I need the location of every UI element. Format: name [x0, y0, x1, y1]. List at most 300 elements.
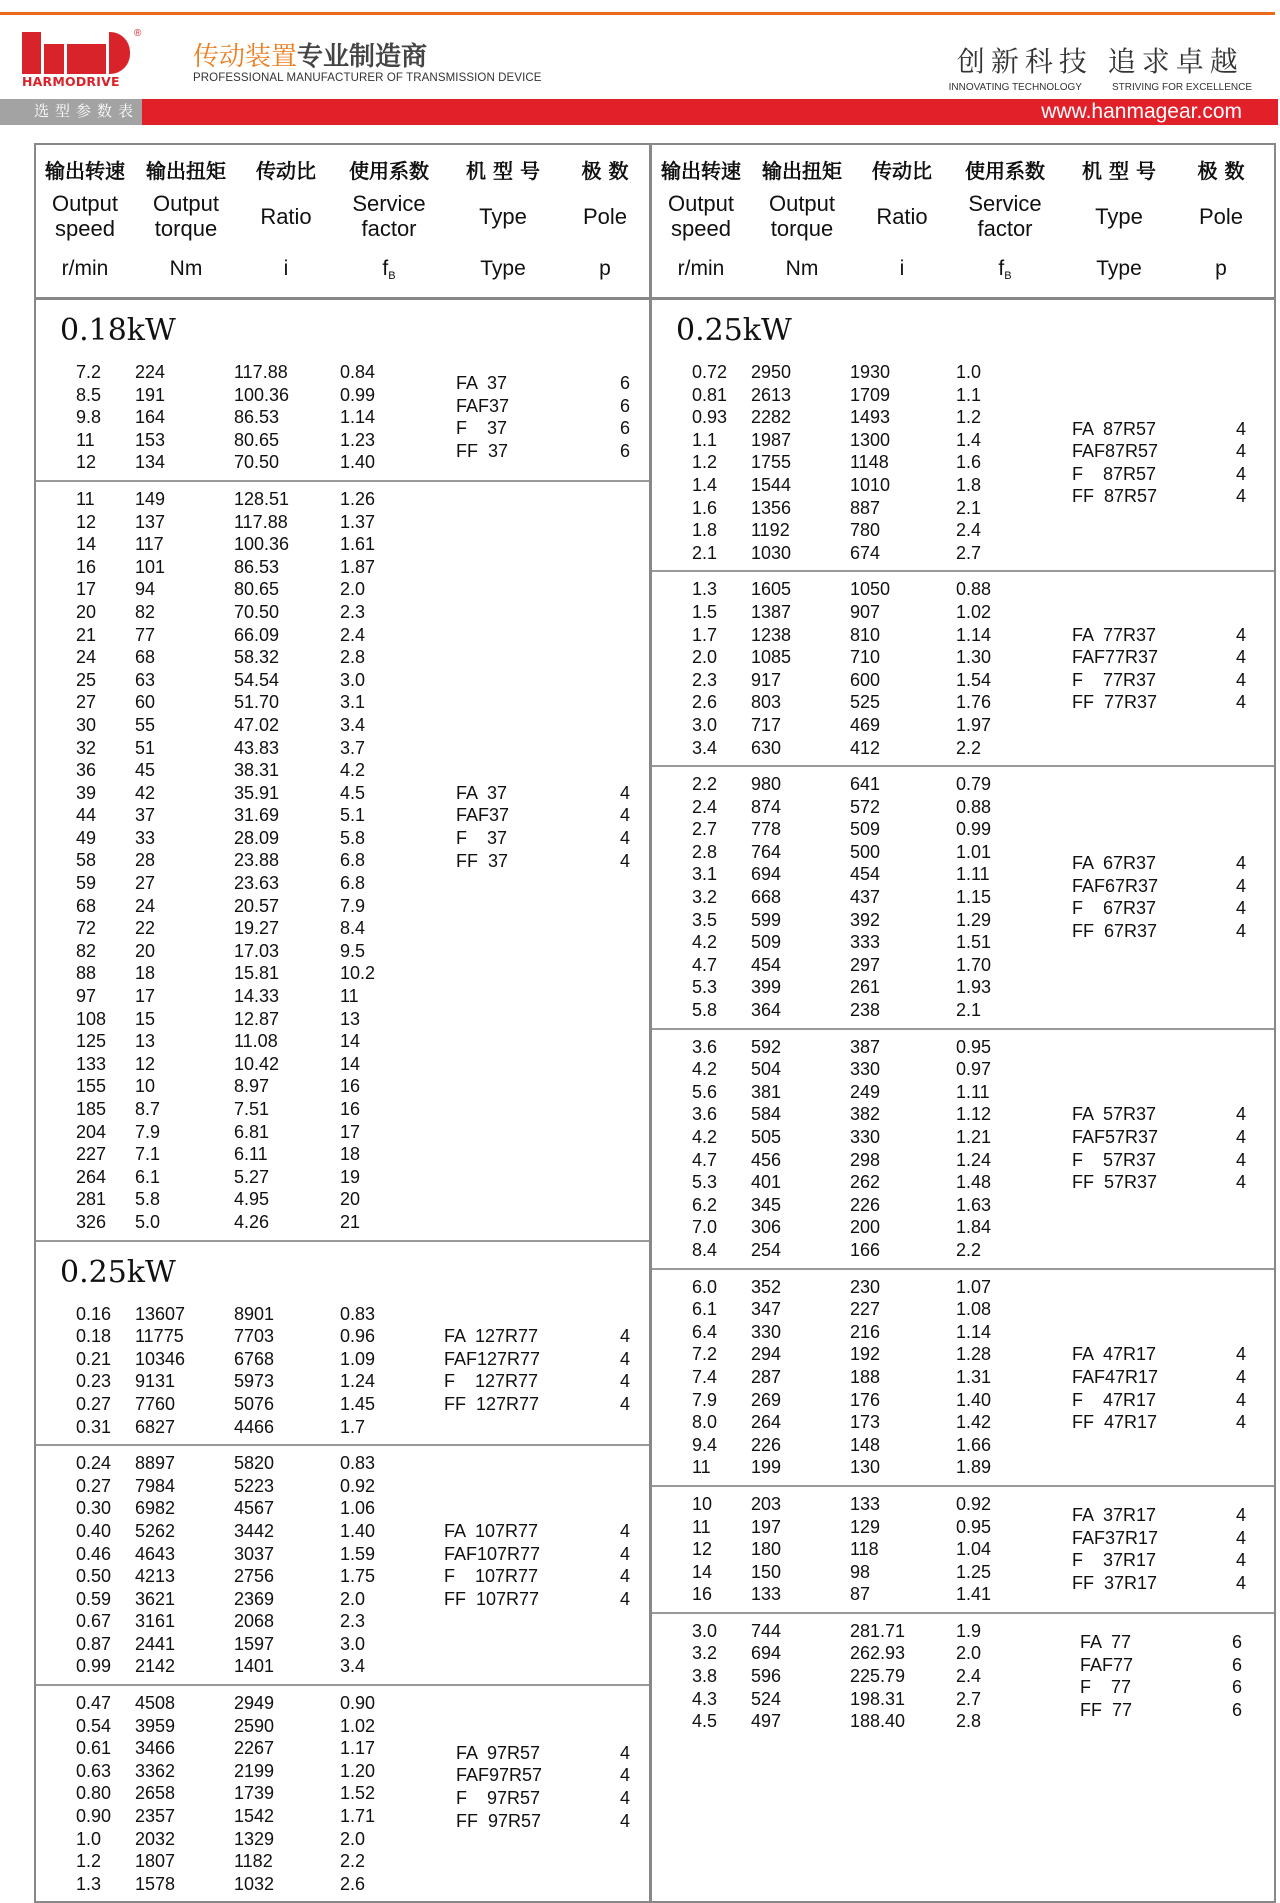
service-factor: 2.0 [956, 1643, 982, 1664]
header-label: 输出转速 [45, 159, 125, 183]
header-cn-2 [854, 155, 950, 184]
output-speed: 82 [76, 940, 97, 961]
output-speed: 97 [76, 986, 97, 1007]
service-factor: 2.6 [340, 1873, 366, 1894]
ratio: 1709 [850, 384, 891, 405]
brand-name: HARMODRIVE [22, 74, 120, 89]
output-torque: 592 [751, 1036, 782, 1057]
header-label: Type [479, 203, 527, 229]
ratio: 176 [850, 1389, 881, 1410]
header-cn-3 [334, 155, 444, 184]
output-torque: 20 [135, 940, 156, 961]
service-factor: 1.7 [340, 1416, 366, 1437]
header-label: Type [480, 257, 526, 280]
service-factor: 2.1 [956, 497, 982, 518]
header-label: Ratio [260, 203, 312, 229]
header-cn-2 [238, 155, 334, 184]
output-torque: 1387 [751, 601, 792, 622]
output-torque: 294 [751, 1344, 782, 1365]
output-torque: 24 [135, 895, 156, 916]
ratio: 51.70 [234, 692, 280, 713]
service-factor: 0.96 [340, 1326, 376, 1347]
pole-count: 6 [619, 418, 630, 439]
table-row [36, 1850, 649, 1873]
type-code: FF 77R37 [1072, 692, 1158, 713]
type-code: F 37 [456, 418, 508, 439]
ratio: 5973 [234, 1371, 275, 1392]
service-factor: 13 [340, 1008, 361, 1029]
header-label: 传动比 [256, 159, 316, 183]
type-code: FAF57R37 [1072, 1127, 1159, 1148]
ratio: 572 [850, 796, 881, 817]
ratio: 6.81 [234, 1121, 270, 1142]
service-factor: 8.4 [340, 918, 366, 939]
type-code: FF 97R57 [456, 1810, 542, 1831]
output-speed: 0.59 [76, 1588, 112, 1609]
header-bar [0, 99, 1278, 125]
ratio: 133 [850, 1493, 881, 1514]
pole-count: 4 [1235, 875, 1246, 896]
type-entry [1072, 669, 1246, 692]
table-row [36, 1075, 649, 1098]
service-factor: 1.24 [340, 1371, 376, 1392]
output-speed: 1.7 [692, 624, 718, 645]
pole-count: 4 [1235, 418, 1246, 439]
output-speed: 2.1 [692, 542, 718, 563]
output-speed: 1.4 [692, 474, 718, 495]
power-section [36, 313, 649, 1242]
output-torque: 2282 [751, 407, 792, 428]
ratio: 3037 [234, 1543, 275, 1564]
header-units-4 [444, 257, 562, 282]
header-label: f [382, 257, 389, 280]
ratio: 6768 [234, 1348, 275, 1369]
output-speed: 7.2 [692, 1344, 718, 1365]
ratio: 188.40 [850, 1711, 906, 1732]
output-torque: 68 [135, 647, 156, 668]
service-factor: 1.48 [956, 1172, 992, 1193]
ratio: 200 [850, 1217, 881, 1238]
type-code: F 107R77 [444, 1566, 539, 1587]
output-torque: 33 [135, 827, 156, 848]
pole-count: 4 [1235, 441, 1246, 462]
motor-group [652, 572, 1274, 767]
ratio: 1329 [234, 1828, 275, 1849]
service-factor: 14 [340, 1031, 361, 1052]
service-factor: 2.0 [340, 1588, 366, 1609]
ratio: 130 [850, 1457, 881, 1478]
type-entry [444, 1393, 630, 1416]
type-code: FA 37 [456, 782, 508, 803]
service-factor: 1.41 [956, 1584, 992, 1605]
header-en-5 [562, 204, 648, 229]
pole-count: 4 [1235, 1127, 1246, 1148]
ratio: 31.69 [234, 805, 280, 826]
output-torque: 203 [751, 1493, 782, 1514]
output-torque: 12 [135, 1053, 156, 1074]
output-speed: 0.21 [76, 1348, 112, 1369]
service-factor: 0.99 [956, 819, 992, 840]
service-factor: 1.51 [956, 932, 992, 953]
service-factor: 1.40 [956, 1389, 992, 1410]
table-row [36, 1873, 649, 1896]
output-speed: 1.0 [76, 1828, 102, 1849]
output-speed: 2.0 [692, 647, 718, 668]
output-torque: 22 [135, 918, 156, 939]
service-factor: 1.14 [956, 624, 992, 645]
ratio: 19.27 [234, 918, 280, 939]
header-en-1 [134, 191, 238, 241]
header-label: p [599, 257, 611, 280]
type-code: FA 77 [1080, 1632, 1132, 1653]
table-row [36, 917, 649, 940]
type-entry [1072, 1572, 1246, 1595]
output-torque: 2950 [751, 362, 792, 382]
type-list [444, 1520, 630, 1610]
type-entry [1072, 920, 1246, 943]
type-code: FAF97R57 [456, 1765, 543, 1786]
header-units-4 [1060, 257, 1178, 282]
output-torque: 504 [751, 1059, 782, 1080]
output-torque: 191 [135, 384, 166, 405]
output-torque: 42 [135, 782, 156, 803]
type-code: F 67R37 [1072, 898, 1157, 919]
header-cn-3 [950, 155, 1060, 184]
ratio: 188 [850, 1366, 881, 1387]
slogan-main: 专业制造商 [297, 42, 428, 72]
output-torque: 5.8 [135, 1189, 161, 1210]
output-speed: 3.8 [692, 1666, 718, 1687]
output-torque: 134 [135, 452, 166, 473]
service-factor: 1.93 [956, 977, 992, 998]
output-torque: 744 [751, 1620, 782, 1641]
output-torque: 82 [135, 601, 156, 622]
output-torque: 8897 [135, 1453, 176, 1474]
service-factor: 19 [340, 1166, 361, 1187]
output-torque: 6982 [135, 1498, 176, 1519]
brand-logo [22, 28, 142, 90]
top-accent-line [0, 12, 1275, 15]
ratio: 128.51 [234, 488, 290, 509]
type-code: F 77R37 [1072, 669, 1157, 690]
pole-count: 4 [619, 1393, 630, 1414]
table-row [36, 511, 649, 534]
pole-count: 4 [1235, 1389, 1246, 1410]
table-row [36, 669, 649, 692]
output-speed: 3.6 [692, 1036, 718, 1057]
output-speed: 204 [76, 1121, 107, 1142]
output-torque: 13 [135, 1031, 156, 1052]
ratio: 86.53 [234, 556, 280, 577]
ratio: 35.91 [234, 782, 280, 803]
table-row [652, 818, 1274, 841]
table-row [36, 488, 649, 511]
service-factor: 1.23 [340, 429, 376, 450]
output-speed: 1.2 [692, 452, 718, 473]
output-speed: 0.31 [76, 1416, 112, 1437]
header-label: Output torque [768, 191, 836, 241]
header-units-2 [238, 257, 334, 282]
motor-group [36, 482, 649, 1240]
type-entry [1072, 624, 1246, 647]
ratio: 226 [850, 1194, 881, 1215]
type-entry [1072, 875, 1246, 898]
ratio: 261 [850, 977, 881, 998]
type-entry [456, 395, 630, 418]
output-torque: 694 [751, 864, 782, 885]
header-units-5 [562, 257, 648, 282]
output-speed: 4.5 [692, 1711, 718, 1732]
type-entry [1072, 1527, 1246, 1550]
output-torque: 55 [135, 714, 156, 735]
output-speed: 8.4 [692, 1239, 718, 1260]
service-factor: 2.4 [340, 624, 366, 645]
header-label: i [283, 257, 289, 280]
output-torque: 9131 [135, 1371, 176, 1392]
table-row [36, 1610, 649, 1633]
output-speed: 0.27 [76, 1393, 112, 1414]
table-row [36, 759, 649, 782]
output-torque: 60 [135, 692, 156, 713]
service-factor: 0.95 [956, 1036, 992, 1057]
service-factor: 0.92 [340, 1475, 376, 1496]
ratio: 262.93 [850, 1643, 906, 1664]
pole-count: 4 [619, 850, 630, 871]
pole-count: 4 [1235, 669, 1246, 690]
output-torque: 180 [751, 1539, 782, 1560]
header-label: Output speed [51, 191, 119, 241]
service-factor: 1.66 [956, 1434, 992, 1455]
ratio: 192 [850, 1344, 881, 1365]
type-entry [1072, 1504, 1246, 1527]
service-factor: 1.08 [956, 1299, 992, 1320]
type-entry [456, 827, 630, 850]
output-speed: 1.6 [692, 497, 718, 518]
type-entry [456, 782, 630, 805]
header-label: 传动比 [872, 159, 932, 183]
service-factor: 1.24 [956, 1149, 992, 1170]
service-factor: 2.0 [340, 579, 366, 600]
pole-count: 6 [619, 395, 630, 416]
output-speed: 8.0 [692, 1412, 718, 1433]
table-row [36, 1497, 649, 1520]
table-row [36, 985, 649, 1008]
output-torque: 6.1 [135, 1166, 161, 1187]
company-slogan-en: PROFESSIONAL MANUFACTURER OF TRANSMISSION DEVICE [193, 72, 542, 84]
output-speed: 1.5 [692, 601, 718, 622]
output-speed: 0.54 [76, 1715, 112, 1736]
type-code: FF 67R37 [1072, 920, 1158, 941]
service-factor: 1.40 [340, 452, 376, 473]
ratio: 2756 [234, 1566, 275, 1587]
table-row [36, 1715, 649, 1738]
ratio: 100.36 [234, 534, 290, 555]
table-row [36, 1030, 649, 1053]
type-code: FA 37 [456, 373, 508, 394]
table-row [652, 601, 1274, 624]
output-speed: 2.3 [692, 669, 718, 690]
table-row [36, 646, 649, 669]
pole-count: 6 [1231, 1699, 1242, 1720]
service-factor: 16 [340, 1099, 361, 1119]
ratio: 2369 [234, 1588, 275, 1609]
output-torque: 456 [751, 1149, 782, 1170]
ratio: 249 [850, 1081, 881, 1102]
service-factor: 1.01 [956, 841, 992, 862]
output-speed: 88 [76, 963, 97, 984]
output-torque: 1238 [751, 624, 792, 645]
ratio: 117.88 [234, 362, 288, 382]
ratio: 148 [850, 1434, 881, 1455]
header-units-3 [950, 257, 1060, 282]
output-speed: 32 [76, 737, 97, 758]
output-speed: 133 [76, 1053, 107, 1074]
type-entry [1080, 1676, 1242, 1699]
output-speed: 7.2 [76, 362, 102, 382]
output-speed: 3.5 [692, 909, 718, 930]
output-speed: 281 [76, 1189, 107, 1210]
pole-count: 6 [1231, 1677, 1242, 1698]
output-speed: 0.47 [76, 1693, 112, 1714]
ratio: 7.51 [234, 1099, 270, 1119]
output-speed: 0.30 [76, 1498, 112, 1519]
output-torque: 51 [135, 737, 156, 758]
type-code: F 87R57 [1072, 463, 1157, 484]
ratio: 382 [850, 1104, 881, 1125]
ratio: 6.11 [234, 1144, 268, 1165]
output-torque: 63 [135, 669, 156, 690]
service-factor: 0.95 [956, 1516, 992, 1537]
ratio: 47.02 [234, 714, 280, 735]
service-factor: 1.31 [956, 1366, 992, 1387]
service-factor: 3.4 [340, 714, 366, 735]
ratio: 1739 [234, 1783, 275, 1804]
output-torque: 524 [751, 1688, 782, 1709]
ratio: 20.57 [234, 895, 280, 916]
output-speed: 11 [692, 1516, 711, 1537]
output-speed: 9.8 [76, 407, 102, 428]
output-torque: 7984 [135, 1475, 176, 1496]
type-entry [444, 1543, 630, 1566]
service-factor: 3.0 [340, 1633, 366, 1654]
output-speed: 21 [76, 624, 97, 645]
output-torque: 3161 [135, 1611, 176, 1632]
service-factor: 1.0 [956, 362, 982, 382]
website-link[interactable]: www.hanmagear.com [1041, 100, 1242, 123]
pole-count: 4 [1235, 1527, 1246, 1548]
column-header [652, 145, 1274, 300]
output-torque: 2613 [751, 384, 792, 405]
output-speed: 12 [692, 1539, 713, 1560]
service-factor: 1.63 [956, 1194, 992, 1215]
output-torque: 1755 [751, 452, 792, 473]
service-factor: 1.21 [956, 1127, 992, 1147]
pole-count: 4 [1235, 463, 1246, 484]
table-row [652, 1434, 1274, 1457]
ratio: 8901 [234, 1303, 275, 1324]
output-speed: 0.81 [692, 384, 728, 405]
type-entry [1072, 440, 1246, 463]
ratio: 1542 [234, 1806, 275, 1827]
ratio: 333 [850, 932, 881, 953]
output-speed: 4.3 [692, 1688, 718, 1709]
service-factor: 1.97 [956, 714, 992, 735]
type-entry [1072, 897, 1246, 920]
output-speed: 7.0 [692, 1217, 718, 1238]
header-units-0 [652, 257, 750, 282]
pole-count: 4 [619, 827, 630, 848]
type-list [1072, 1504, 1246, 1594]
service-factor: 2.2 [340, 1851, 366, 1872]
output-torque: 6827 [135, 1416, 176, 1437]
output-torque: 1192 [751, 520, 790, 541]
output-torque: 584 [751, 1104, 782, 1125]
output-speed: 39 [76, 782, 97, 803]
output-speed: 0.16 [76, 1303, 112, 1324]
service-factor: 3.0 [340, 669, 366, 690]
table-row [652, 1058, 1274, 1081]
output-torque: 7760 [135, 1393, 176, 1414]
output-torque: 778 [751, 819, 782, 840]
ratio: 780 [850, 520, 881, 541]
motor-group [652, 1614, 1274, 1739]
type-code: F 77 [1080, 1677, 1132, 1698]
ratio: 7703 [234, 1326, 275, 1347]
type-code: FA 87R57 [1072, 418, 1157, 439]
table-row [36, 1188, 649, 1211]
output-torque: 2441 [135, 1633, 176, 1654]
table-row [652, 519, 1274, 542]
service-factor: 1.11 [956, 864, 990, 885]
service-factor: 21 [340, 1211, 361, 1232]
output-speed: 0.93 [692, 407, 728, 428]
table-row [36, 1121, 649, 1144]
output-speed: 59 [76, 873, 97, 894]
type-entry [1072, 1389, 1246, 1412]
type-code: FF 47R17 [1072, 1412, 1158, 1433]
output-speed: 24 [76, 647, 97, 668]
table-row [652, 976, 1274, 999]
ratio: 117.88 [234, 511, 288, 532]
motor-group [652, 1487, 1274, 1614]
pole-count: 4 [1235, 1344, 1246, 1365]
table-row [36, 1475, 649, 1498]
output-speed: 16 [692, 1584, 713, 1605]
output-torque: 5.0 [135, 1211, 161, 1232]
type-entry [1080, 1699, 1242, 1722]
type-code: FF 37 [456, 441, 509, 462]
output-speed: 68 [76, 895, 97, 916]
service-factor: 6.8 [340, 873, 366, 894]
service-factor: 0.83 [340, 1453, 376, 1474]
output-torque: 3621 [135, 1588, 176, 1609]
ratio: 392 [850, 909, 881, 930]
output-torque: 345 [751, 1194, 782, 1215]
pole-count: 4 [619, 1787, 630, 1808]
output-speed: 0.24 [76, 1453, 112, 1474]
output-speed: 0.27 [76, 1475, 112, 1496]
ratio: 70.50 [234, 601, 280, 622]
subscript-b: B [1004, 270, 1012, 282]
service-factor: 1.12 [956, 1104, 992, 1125]
ratio: 525 [850, 692, 881, 713]
motor-group [36, 1686, 649, 1901]
table-row [652, 796, 1274, 819]
output-torque: 874 [751, 796, 782, 817]
ratio: 238 [850, 1000, 881, 1021]
table-row [36, 962, 649, 985]
header-cn-0 [652, 155, 750, 184]
